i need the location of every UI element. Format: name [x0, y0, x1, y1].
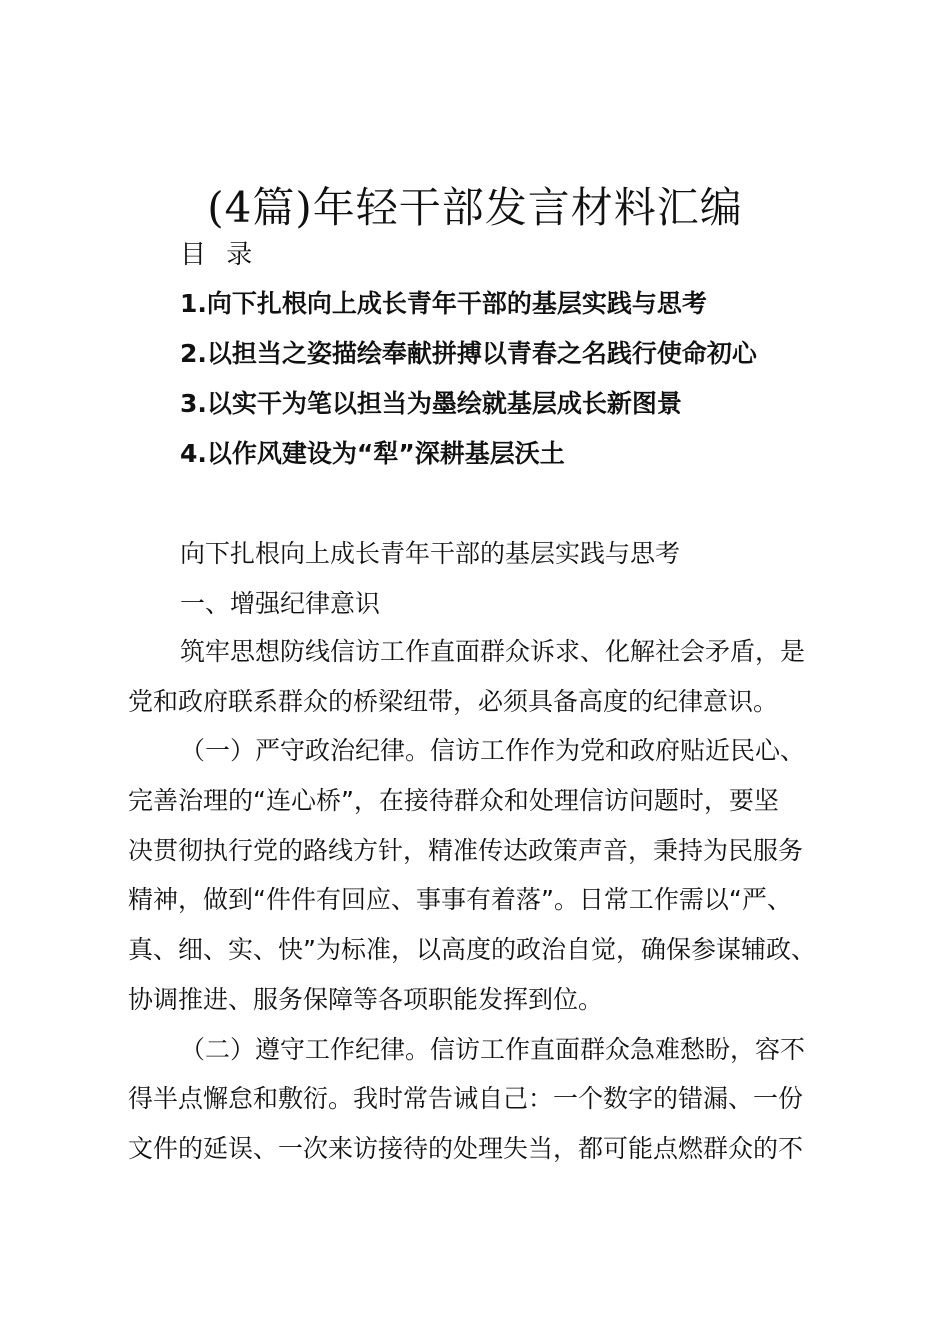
body-line: 党和政府联系群众的桥梁纽带，必须具备高度的纪律意识。: [128, 686, 779, 716]
body-line: 真、细、实、快”为标准，以高度的政治自觉，确保参谋辅政、: [128, 935, 816, 965]
body-line: 筑牢思想防线信访工作直面群众诉求、化解社会矛盾，是: [180, 637, 806, 666]
body-line: 精神，做到“件件有回应、事事有着落”。日常工作需以“严、: [128, 885, 792, 915]
toc-item-2: 2.以担当之姿描绘奉献拼搏以青春之名践行使命初心: [180, 339, 757, 368]
document-title: (4篇)年轻干部发言材料汇编: [207, 183, 743, 232]
body-line: （一）严守政治纪律。信访工作作为党和政府贴近民心、: [180, 736, 806, 766]
body-line: （二）遵守工作纪律。信访工作直面群众急难愁盼，容不: [180, 1034, 806, 1064]
body-text: [128, 633, 848, 1180]
toc-item-4: 4.以作风建设为“犁”深耕基层沃土: [180, 439, 565, 468]
body-line: 协调推进、服务保障等各项职能发挥到位。: [128, 984, 604, 1014]
toc-item-1: 1.向下扎根向上成长青年干部的基层实践与思考: [180, 289, 707, 318]
section-title: 向下扎根向上成长青年干部的基层实践与思考: [180, 539, 681, 568]
body-line: 完善治理的“连心桥”，在接待群众和处理信访问题时，要坚: [128, 786, 779, 816]
body-line: 文件的延误、一次来访接待的处理失当，都可能点燃群众的不: [128, 1133, 804, 1163]
toc-item-3: 3.以实干为笔以担当为墨绘就基层成长新图景: [180, 389, 682, 418]
table-of-contents: [180, 286, 757, 486]
subheading: 一、增强纪律意识: [180, 589, 381, 618]
body-line: 决贯彻执行党的路线方针，精准传达政策声音，秉持为民服务: [128, 835, 804, 865]
toc-heading: 目 录: [180, 240, 259, 270]
body-line: 得半点懈怠和敷衍。我时常告诫自己：一个数字的错漏、一份: [128, 1084, 804, 1114]
